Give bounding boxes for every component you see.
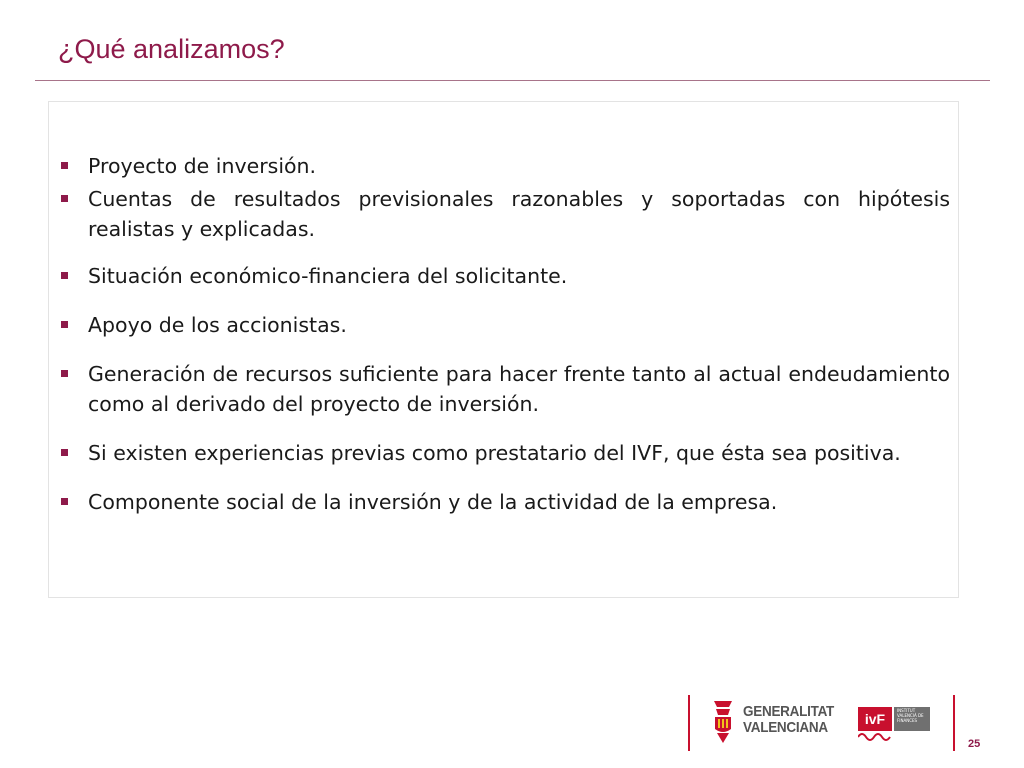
footer-logos	[688, 695, 956, 751]
bullet-item: Situación económico-financiera del solicitante.	[88, 261, 950, 291]
bullet-item: Generación de recursos suficiente para hacer frente tanto al actual endeudamiento como al derivado del proyecto de inversión.	[88, 359, 950, 419]
logo-divider-right	[953, 695, 955, 751]
bullet-item: Componente social de la inversión y de la actividad de la empresa.	[88, 487, 950, 517]
logo-divider-left	[688, 695, 690, 751]
bullet-item: Proyecto de inversión.	[88, 151, 950, 181]
page-number: 25	[968, 738, 981, 750]
title-divider	[35, 80, 990, 81]
ivf-logo-icon: ivF	[858, 707, 892, 731]
bullet-item: Si existen experiencias previas como prestatario del IVF, que ésta sea positiva.	[88, 438, 950, 468]
generalitat-line2: VALENCIANA	[743, 719, 828, 736]
generalitat-emblem-icon	[710, 699, 736, 745]
ivf-wave-icon	[858, 731, 892, 741]
ivf-small-text: INSTITUT VALENCIÀ DE FINANCES	[897, 708, 924, 723]
bullet-item: Cuentas de resultados previsionales razonables y soportadas con hipótesis realistas y explicadas.	[88, 184, 950, 244]
bullet-list	[88, 151, 950, 517]
slide-title: ¿Qué analizamos?	[58, 34, 285, 64]
generalitat-wordmark	[743, 704, 834, 736]
bullet-item: Apoyo de los accionistas.	[88, 310, 950, 340]
generalitat-line1: GENERALITAT	[743, 703, 835, 720]
